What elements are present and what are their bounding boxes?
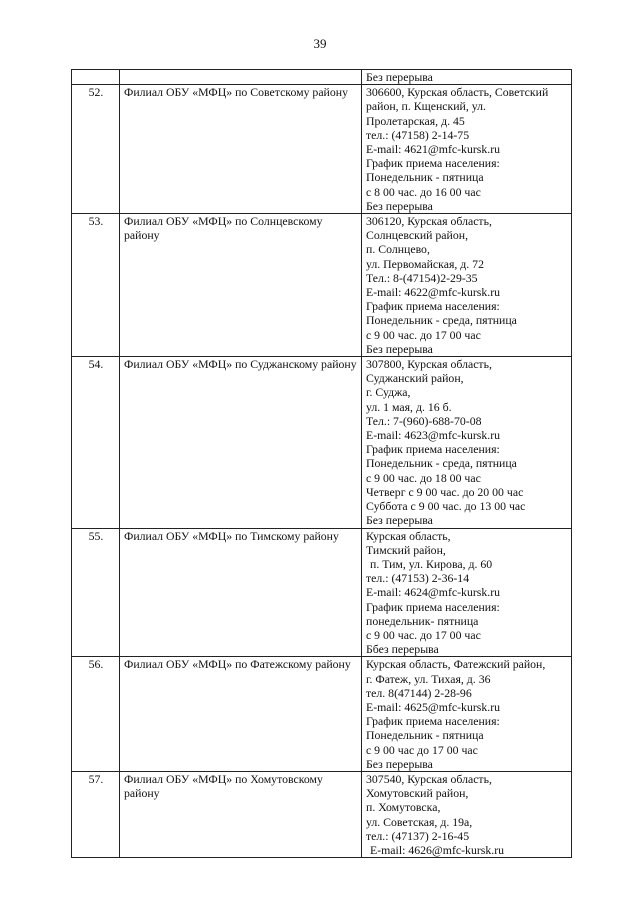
contact-line: Суббота с 9 00 час. до 13 00 час [366, 499, 526, 514]
contact-cell [362, 357, 572, 528]
contact-line: Курская область, Фатежский район, [366, 657, 546, 672]
contact-line: Тел.: 7-(960)-688-70-08 [366, 413, 482, 428]
branch-name-cell [120, 70, 362, 85]
continuation-row [72, 70, 572, 85]
contact-line: 306600, Курская область, Советский [366, 85, 549, 100]
contact-line: E-mail: 4624@mfc-kursk.ru [366, 585, 501, 600]
row-number-cell: 53. [72, 214, 120, 357]
contact-line: Без перерыва [366, 756, 433, 771]
contact-line: График приема населения: [366, 714, 500, 729]
contact-line: понедельник- пятница [366, 613, 479, 628]
contact-cell [362, 70, 572, 85]
contact-line: График приема населения: [366, 442, 500, 457]
page-number: 39 [313, 36, 327, 51]
contact-line: E-mail: 4623@mfc-kursk.ru [366, 428, 501, 443]
contact-line: E-mail: 4621@mfc-kursk.ru [366, 142, 501, 157]
contact-line: ул. 1 мая, д. 16 б. [366, 399, 452, 414]
branch-name-cell: Филиал ОБУ «МФЦ» по Солнцевскому району [120, 214, 362, 357]
table-row [72, 85, 572, 214]
contact-cell [362, 85, 572, 214]
contact-line: Солнцевский район, [366, 228, 469, 243]
branch-name-cell: Филиал ОБУ «МФЦ» по Советскому району [120, 85, 362, 214]
contact-line: График приема населения: [366, 599, 500, 614]
contact-line: Без перерыва [366, 513, 433, 528]
contact-line: тел.: (47137) 2-16-45 [366, 828, 470, 843]
contact-line: ул. Первомайская, д. 72 [366, 256, 484, 271]
contact-line: п. Тим, ул. Кирова, д. 60 [370, 556, 493, 571]
contact-line: График приема населения: [366, 156, 500, 171]
contact-line: E-mail: 4622@mfc-kursk.ru [366, 285, 501, 300]
table-row [72, 357, 572, 528]
row-number-cell [72, 70, 120, 85]
row-number-cell: 57. [72, 771, 120, 857]
contact-line: г. Суджа, [366, 385, 411, 400]
branch-name-cell: Филиал ОБУ «МФЦ» по Хомутовскому району [120, 771, 362, 857]
contact-line: 307540, Курская область, [366, 771, 492, 786]
contact-line: Понедельник - пятница [366, 728, 484, 743]
contact-line: Без перерыва [366, 70, 433, 84]
row-number-cell: 54. [72, 357, 120, 528]
contact-line: Тел.: 8-(47154)2-29-35 [366, 270, 478, 285]
contact-line: Ббез перерыва [366, 642, 439, 657]
contact-line: Тимский район, [366, 542, 446, 557]
contact-cell [362, 214, 572, 357]
contact-line: 306120, Курская область, [366, 214, 492, 229]
contact-line: ул. Советская, д. 19а, [366, 814, 473, 829]
contact-line: Хомутовский район, [366, 786, 469, 801]
row-number-cell: 52. [72, 85, 120, 214]
table-row [72, 214, 572, 357]
contact-cell [362, 657, 572, 772]
contact-line: Понедельник - пятница [366, 170, 484, 185]
contact-line: График приема населения: [366, 299, 500, 314]
table-row [72, 657, 572, 772]
contact-line: с 9 00 час. до 18 00 час [366, 470, 481, 485]
contact-line: тел.: (47153) 2-36-14 [366, 571, 470, 586]
branch-name-cell: Филиал ОБУ «МФЦ» по Тимскому району [120, 528, 362, 657]
contact-line: Понедельник - среда, пятница [366, 313, 517, 328]
contact-cell [362, 771, 572, 857]
contact-line: п. Солнцево, [366, 242, 430, 257]
contact-line: Без перерыва [366, 198, 433, 213]
contact-line: тел. 8(47144) 2-28-96 [366, 685, 472, 700]
contact-cell [362, 528, 572, 657]
contact-line: E-mail: 4626@mfc-kursk.ru [370, 842, 505, 857]
contact-line: г. Фатеж, ул. Тихая, д. 36 [366, 671, 491, 686]
contact-line: п. Хомутовска, [366, 800, 441, 815]
contact-line: район, п. Кщенский, ул. [366, 99, 486, 114]
contact-line: Суджанский район, [366, 371, 464, 386]
row-number-cell: 55. [72, 528, 120, 657]
contact-line: с 9 00 час. до 17 00 час [366, 327, 481, 342]
branch-table [71, 69, 572, 858]
contact-line: с 9 00 час до 17 00 час [366, 742, 478, 757]
contact-line: с 9 00 час. до 17 00 час [366, 627, 481, 642]
branch-name-cell: Филиал ОБУ «МФЦ» по Суджанскому району [120, 357, 362, 528]
contact-line: с 8 00 час. до 16 00 час [366, 184, 481, 199]
contact-line: Курская область, [366, 528, 451, 543]
contact-line: Без перерыва [366, 341, 433, 356]
contact-line: тел.: (47158) 2-14-75 [366, 127, 470, 142]
branch-table-body [72, 70, 572, 858]
table-row [72, 771, 572, 857]
contact-line: E-mail: 4625@mfc-kursk.ru [366, 699, 501, 714]
contact-line: Понедельник - среда, пятница [366, 456, 517, 471]
branch-name-cell: Филиал ОБУ «МФЦ» по Фатежскому району [120, 657, 362, 772]
row-number-cell: 56. [72, 657, 120, 772]
contact-line: Пролетарская, д. 45 [366, 113, 465, 128]
contact-line: Четверг с 9 00 час. до 20 00 час [366, 484, 524, 499]
contact-line: 307800, Курская область, [366, 357, 492, 372]
table-row [72, 528, 572, 657]
